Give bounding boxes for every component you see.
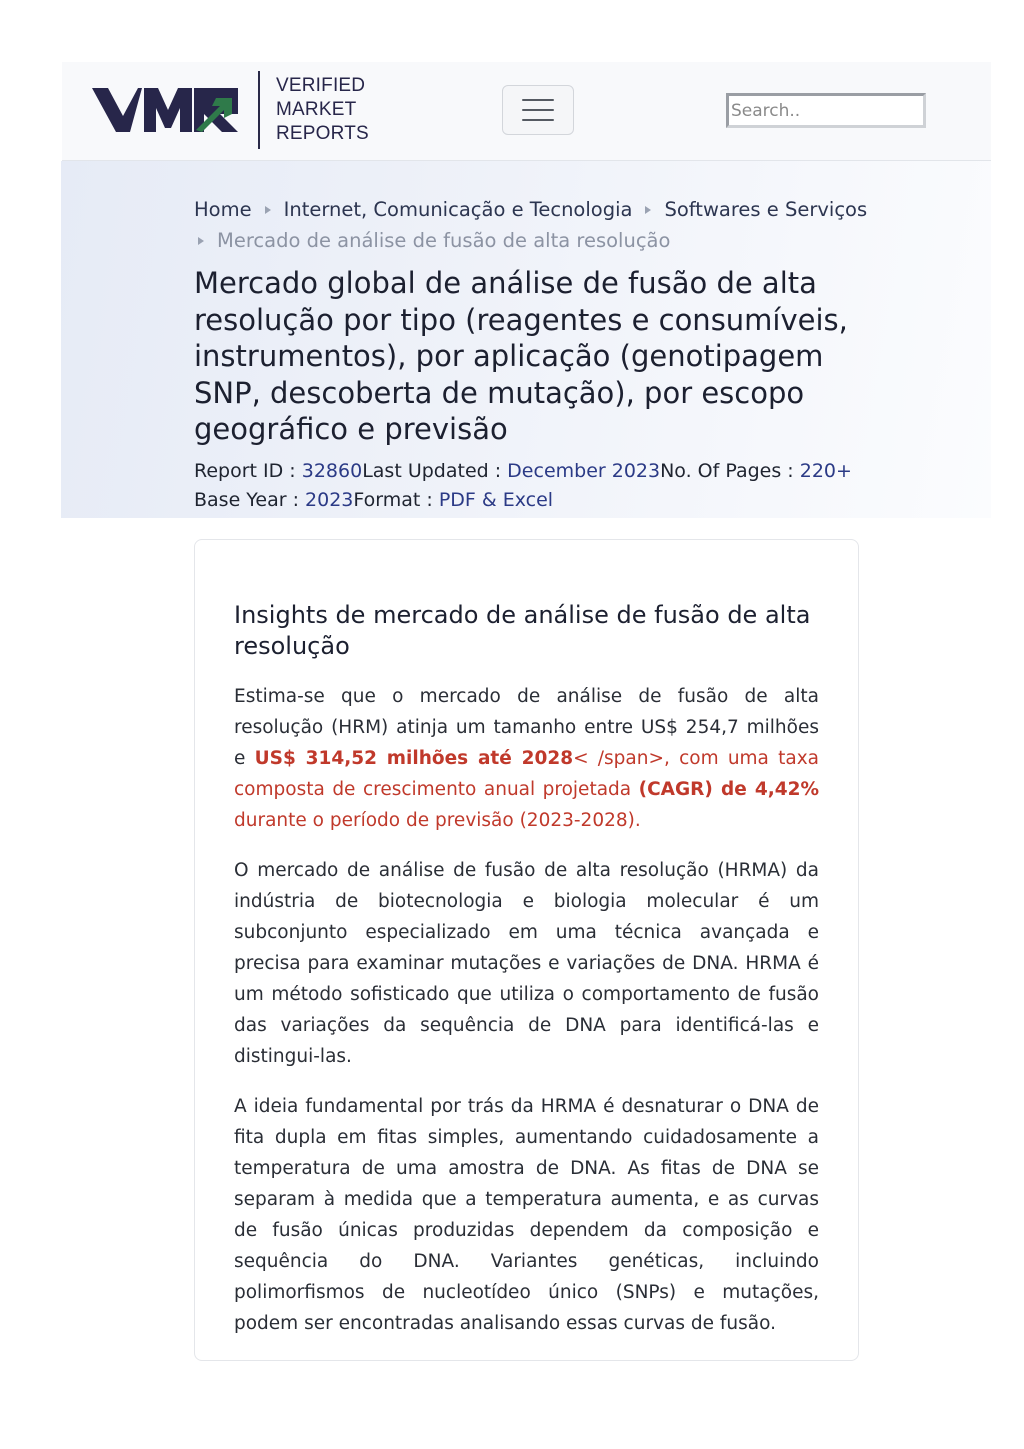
base-year-value: 2023 [305, 489, 354, 511]
p1-highlight-tail: durante o período de previsão (2023-2028). [234, 810, 641, 831]
insights-heading: Insights de mercado de análise de fusão de alta resolução [234, 601, 811, 660]
p1-highlight [234, 748, 819, 831]
chevron-right-icon [645, 206, 651, 214]
report-id-value: 32860 [301, 460, 363, 482]
breadcrumb [194, 194, 874, 256]
base-year-label: Base Year : [194, 489, 306, 511]
search-input[interactable] [726, 93, 926, 128]
pages-value: 220+ [799, 460, 852, 482]
market-size-highlight: US$ 314,52 milhões até 2028 [254, 748, 574, 769]
pages-label: No. Of Pages : [660, 460, 800, 482]
logo-line-1: VERIFIED [276, 75, 366, 96]
report-meta [194, 457, 874, 515]
insights-body [234, 681, 819, 1358]
meta-row-1 [194, 457, 874, 486]
meta-row-2 [194, 486, 874, 515]
chevron-right-icon [265, 206, 271, 214]
hamburger-icon-bar [522, 119, 554, 121]
top-navbar [62, 62, 991, 161]
insights-card [194, 539, 859, 1361]
p1-highlight-text: < /span>, com uma taxa composta de crescimento anual projetada [234, 748, 819, 800]
vmr-logo-mark [92, 84, 240, 136]
site-logo[interactable] [92, 70, 369, 150]
logo-line-2: MARKET [276, 99, 357, 120]
page-title: Mercado global de análise de fusão de alta resolução por tipo (reagentes e consumíveis, instrumentos), por aplicação (genotipagem SNP, descoberta de mutação), por escopo geográfico e previsão [194, 266, 848, 446]
last-updated-value: December 2023 [507, 460, 661, 482]
format-value: PDF & Excel [438, 489, 554, 511]
insights-paragraph-1 [234, 681, 819, 836]
breadcrumb-internet-comunicacao[interactable]: Internet, Comunicação e Tecnologia [283, 198, 633, 221]
format-label: Format : [353, 489, 439, 511]
hamburger-icon-bar [522, 109, 554, 111]
logo-divider [258, 71, 260, 149]
last-updated-label: Last Updated : [362, 460, 508, 482]
breadcrumb-softwares-servicos[interactable]: Softwares e Serviços [664, 198, 868, 221]
cagr-highlight: (CAGR) de 4,42% [638, 779, 819, 800]
logo-wordmark [276, 74, 369, 146]
logo-line-3: REPORTS [276, 123, 369, 144]
p1-text: Estima-se que o mercado de análise de fusão de alta resolução (HRM) atinja um tamanho entre US$ 254,7 milhões e [234, 686, 819, 769]
breadcrumb-home[interactable]: Home [194, 198, 252, 221]
report-hero [61, 161, 991, 518]
report-id-label: Report ID : [194, 460, 302, 482]
menu-toggle-button[interactable] [502, 85, 574, 135]
hamburger-icon-bar [522, 99, 554, 101]
chevron-right-icon [198, 237, 204, 245]
insights-paragraph-2: O mercado de análise de fusão de alta resolução (HRMA) da indústria de biotecnologia e biologia molecular é um subconjunto especializado em uma técnica avançada e precisa para examinar mutações e variações de DNA. HRMA é um método sofisticado que utiliza o comportamento de fusão das variações da sequência de DNA para identificá-las e distingui-las. [234, 860, 819, 1067]
insights-paragraph-3: A ideia fundamental por trás da HRMA é desnaturar o DNA de fita dupla em fitas simples, aumentando cuidadosamente a temperatura de uma amostra de DNA. As fitas de DNA se separam à medida que a temperatura aumenta, e as curvas de fusão únicas produzidas dependem da composição e sequência do DNA. Variantes genéticas, incluindo polimorfismos de nucleotídeo único (SNPs) e mutações, podem ser encontradas analisando essas curvas de fusão. [234, 1096, 819, 1334]
breadcrumb-current: Mercado de análise de fusão de alta resolução [217, 229, 671, 252]
